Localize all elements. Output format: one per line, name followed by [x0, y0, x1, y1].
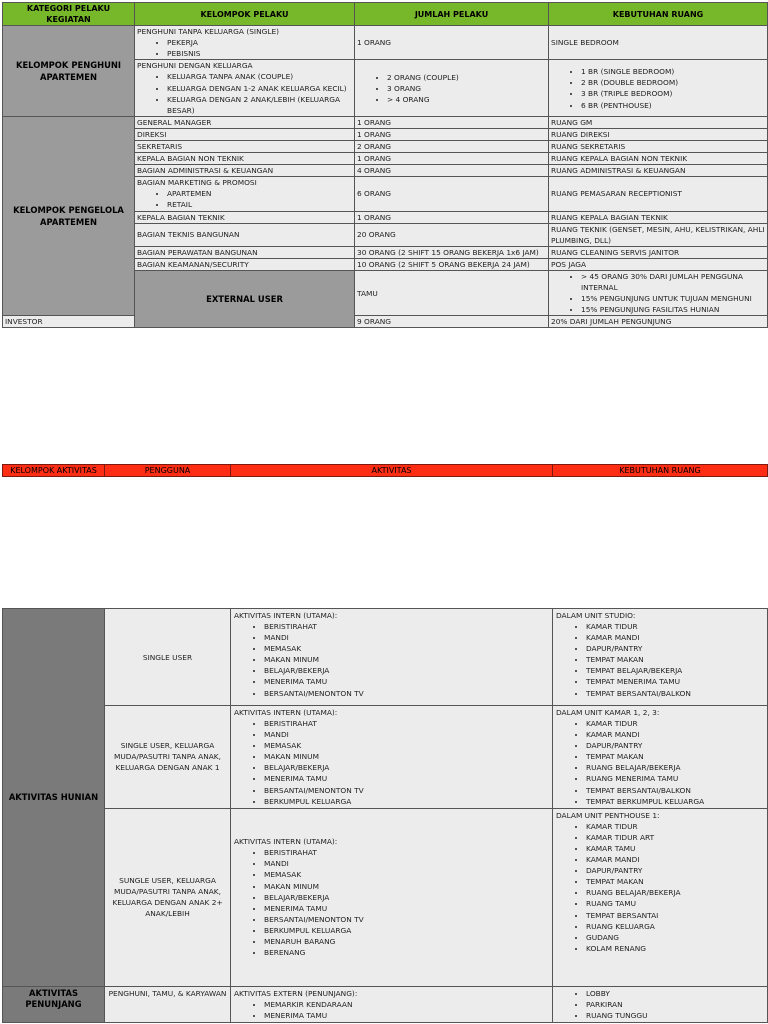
category-hunian: AKTIVITAS HUNIAN: [3, 609, 105, 987]
aktivitas-title: AKTIVITAS INTERN (UTAMA):: [234, 611, 338, 620]
list-item: • 15% PENGUNJUNG UNTUK TUJUAN MENGHUNI: [581, 293, 765, 304]
kelompok-cell: DIREKSI: [135, 129, 355, 141]
kelompok-cell: KEPALA BAGIAN NON TEKNIK: [135, 153, 355, 165]
list-item: • MENERIMA TAMU: [264, 676, 549, 687]
header-aktivitas: AKTIVITAS: [231, 465, 553, 477]
category-penghuni: KELOMPOK PENGHUNI APARTEMEN: [3, 26, 135, 117]
table-row: [3, 609, 768, 706]
list-item: • MANDI: [264, 729, 549, 740]
header-kelompok-aktivitas: KELOMPOK AKTIVITAS: [3, 465, 105, 477]
list-item: • BERISTIRAHAT: [264, 718, 549, 729]
list-item: • 3 BR (TRIPLE BEDROOM): [581, 88, 765, 99]
aktivitas-list: [234, 847, 549, 958]
list-item: • KAMAR TIDUR: [586, 821, 764, 832]
list-item: • KAMAR TAMU: [586, 843, 764, 854]
list-item: • KAMAR TIDUR: [586, 718, 764, 729]
list-item: • MEMASAK: [264, 869, 549, 880]
list-item: • > 4 ORANG: [387, 94, 546, 105]
jumlah-cell: [355, 60, 549, 117]
list-item: • MEMARKIR KENDARAAN: [264, 999, 549, 1010]
aktivitas-title: AKTIVITAS EXTERN (PENUNJANG):: [234, 988, 358, 998]
list-item: • RUANG BELAJAR/BEKERJA: [586, 887, 764, 898]
ruang-cell: RUANG KEPALA BAGIAN TEKNIK: [549, 211, 768, 223]
aktivitas-title: AKTIVITAS INTERN (UTAMA):: [234, 837, 338, 847]
list-item: • TEMPAT MAKAN: [586, 654, 764, 665]
table-row: [3, 986, 768, 1022]
header-jumlah: JUMLAH PELAKU: [355, 3, 549, 26]
kelompok-cell: BAGIAN TEKNIS BANGUNAN: [135, 223, 355, 246]
list-item: • BERENANG: [264, 947, 549, 958]
kelompok-list: [137, 188, 352, 210]
kelompok-label: PENGHUNI TANPA KELUARGA (SINGLE): [137, 27, 279, 36]
list-item: • BERSANTAI/MENONTON TV: [264, 914, 549, 925]
list-item: • PARKIRAN: [586, 999, 764, 1010]
ruang-cell: RUANG CLEANING SERVIS JANITOR: [549, 246, 768, 258]
list-item: • RUANG KELUARGA: [586, 921, 764, 932]
table-row: [3, 117, 768, 129]
jumlah-cell: [549, 270, 768, 316]
list-item: • KAMAR TIDUR: [586, 621, 764, 632]
list-item: • KOLAM RENANG: [586, 943, 764, 954]
kelompok-cell: KEPALA BAGIAN TEKNIK: [135, 211, 355, 223]
header-kebutuhan: KEBUTUHAN RUANG: [549, 3, 768, 26]
category-external: EXTERNAL USER: [135, 270, 355, 328]
list-item: • RUANG TUNGGU: [586, 1010, 764, 1021]
list-item: • 2 ORANG (COUPLE): [387, 72, 546, 83]
list-item: • LOBBY: [586, 988, 764, 999]
pelaku-kegiatan-table: [2, 2, 768, 328]
aktivitas-cell: [231, 706, 553, 809]
jumlah-cell: 1 ORANG: [355, 129, 549, 141]
pengguna-cell: SINGLE USER: [105, 609, 231, 706]
list-item: • MAKAN MINUM: [264, 654, 549, 665]
category-penunjang: AKTIVITAS PENUNJANG: [3, 986, 105, 1022]
list-item: • BERSANTAI/MENONTON TV: [264, 688, 549, 699]
pengguna-cell: SINGLE USER, KELUARGA MUDA/PASUTRI TANPA ANAK, KELUARGA DENGAN ANAK 1: [105, 706, 231, 809]
ruang-cell: RUANG PEMASARAN RECEPTIONIST: [549, 177, 768, 211]
list-item: • KELUARGA DENGAN 2 ANAK/LEBIH (KELUARGA BESAR): [167, 94, 352, 116]
kelompok-cell: [135, 60, 355, 117]
list-item: • BELAJAR/BEKERJA: [264, 665, 549, 676]
ruang-title: DALAM UNIT STUDIO:: [556, 611, 636, 620]
jumlah-list: [551, 271, 765, 316]
list-item: • DAPUR/PANTRY: [586, 643, 764, 654]
table-header-row: [3, 465, 768, 477]
list-item: • MENERIMA TAMU: [264, 773, 549, 784]
kelompok-cell: TAMU: [355, 270, 549, 316]
header-pengguna: PENGGUNA: [105, 465, 231, 477]
jumlah-cell: 1 ORANG: [355, 117, 549, 129]
jumlah-cell: 1 ORANG: [355, 211, 549, 223]
list-item: • KELUARGA TANPA ANAK (COUPLE): [167, 71, 352, 82]
list-item: • > 45 ORANG 30% DARI JUMLAH PENGGUNA INTERNAL: [581, 271, 765, 293]
list-item: • MAKAN MINUM: [264, 881, 549, 892]
jumlah-cell: 30 ORANG (2 SHIFT 15 ORANG BEKERJA 1x6 JAM): [355, 246, 549, 258]
list-item: • BERISTIRAHAT: [264, 621, 549, 632]
list-item: • KAMAR MANDI: [586, 854, 764, 865]
kelompok-label: BAGIAN MARKETING & PROMOSI: [137, 178, 257, 188]
ruang-cell: RUANG GM: [549, 117, 768, 129]
ruang-cell: [553, 986, 768, 1022]
list-item: • PEBISNIS: [167, 48, 352, 59]
list-item: • 6 BR (PENTHOUSE): [581, 100, 765, 111]
list-item: • RETAIL: [167, 199, 352, 210]
ruang-cell: RUANG DIREKSI: [549, 129, 768, 141]
header-kebutuhan-ruang: KEBUTUHAN RUANG: [553, 465, 768, 477]
list-item: • MENERIMA TAMU: [264, 903, 549, 914]
kelompok-cell: GENERAL MANAGER: [135, 117, 355, 129]
jumlah-list: [357, 72, 546, 106]
kelompok-cell: SEKRETARIS: [135, 141, 355, 153]
ruang-cell: [553, 609, 768, 706]
kelompok-label: PENGHUNI DENGAN KELUARGA: [137, 61, 253, 71]
kelompok-cell: [135, 177, 355, 211]
list-item: • KELUARGA DENGAN 1-2 ANAK KELUARGA KECIL): [167, 83, 352, 94]
aktivitas-list: [234, 621, 549, 699]
ruang-cell: RUANG KEPALA BAGIAN NON TEKNIK: [549, 153, 768, 165]
jumlah-cell: 1 ORANG: [355, 26, 549, 60]
list-item: • BELAJAR/BEKERJA: [264, 892, 549, 903]
list-item: • 1 BR (SINGLE BEDROOM): [581, 66, 765, 77]
list-item: • BERKUMPUL KELUARGA: [264, 796, 549, 807]
ruang-cell: [553, 706, 768, 809]
header-kelompok: KELOMPOK PELAKU: [135, 3, 355, 26]
ruang-list: [556, 718, 764, 807]
kelompok-cell: BAGIAN ADMINISTRASI & KEUANGAN: [135, 165, 355, 177]
list-item: • TEMPAT BERSANTAI/BALKON: [586, 688, 764, 699]
list-item: • 15% PENGUNJUNG FASILITAS HUNIAN: [581, 304, 765, 315]
jumlah-cell: 20 ORANG: [355, 223, 549, 246]
table-header-row: [3, 3, 768, 26]
list-item: • MENERIMA TAMU: [264, 1010, 549, 1021]
table-row: [3, 808, 768, 986]
jumlah-cell: 1 ORANG: [355, 153, 549, 165]
kelompok-list: [137, 71, 352, 116]
list-item: • RUANG BELAJAR/BEKERJA: [586, 762, 764, 773]
list-item: • MEMASAK: [264, 740, 549, 751]
aktivitas-title: AKTIVITAS INTERN (UTAMA):: [234, 708, 338, 717]
list-item: • KAMAR MANDI: [586, 632, 764, 643]
ruang-cell: POS JAGA: [549, 258, 768, 270]
jumlah-cell: 6 ORANG: [355, 177, 549, 211]
ruang-cell: RUANG TEKNIK (GENSET, MESIN, AHU, KELISTRIKAN, AHLI PLUMBING, DLL): [549, 223, 768, 246]
list-item: • PEKERJA: [167, 37, 352, 48]
table-row: [3, 26, 768, 60]
ruang-title: DALAM UNIT KAMAR 1, 2, 3:: [556, 708, 660, 717]
aktivitas-cell: [231, 609, 553, 706]
ruang-list: [556, 821, 764, 954]
list-item: • KAMAR MANDI: [586, 729, 764, 740]
kelompok-cell: BAGIAN PERAWATAN BANGUNAN: [135, 246, 355, 258]
list-item: • TEMPAT MAKAN: [586, 876, 764, 887]
list-item: • DAPUR/PANTRY: [586, 740, 764, 751]
list-item: • KAMAR TIDUR ART: [586, 832, 764, 843]
list-item: • DAPUR/PANTRY: [586, 865, 764, 876]
list-item: • 3 ORANG: [387, 83, 546, 94]
list-item: • MAKAN MINUM: [264, 751, 549, 762]
ruang-cell: 20% DARI JUMLAH PENGUNJUNG: [549, 316, 768, 328]
jumlah-cell: 2 ORANG: [355, 141, 549, 153]
list-item: • MEMASAK: [264, 643, 549, 654]
ruang-cell: [553, 808, 768, 986]
aktivitas-table: [2, 608, 768, 1023]
jumlah-cell: 9 ORANG: [355, 316, 549, 328]
list-item: • RUANG TAMU: [586, 898, 764, 909]
category-pengelola: KELOMPOK PENGELOLA APARTEMEN: [3, 117, 135, 316]
ruang-title: DALAM UNIT PENTHOUSE 1:: [556, 810, 660, 820]
list-item: • RUANG MENERIMA TAMU: [586, 773, 764, 784]
list-item: • MANDI: [264, 632, 549, 643]
ruang-list: [556, 988, 764, 1021]
list-item: • TEMPAT BERKUMPUL KELUARGA: [586, 796, 764, 807]
aktivitas-header-table: [2, 464, 768, 477]
list-item: • TEMPAT BERSANTAI: [586, 910, 764, 921]
aktivitas-cell: [231, 986, 553, 1022]
list-item: • TEMPAT MENERIMA TAMU: [586, 676, 764, 687]
ruang-cell: RUANG SEKRETARIS: [549, 141, 768, 153]
jumlah-cell: 10 ORANG (2 SHIFT 5 ORANG BEKERJA 24 JAM): [355, 258, 549, 270]
list-item: • BELAJAR/BEKERJA: [264, 762, 549, 773]
kelompok-cell: BAGIAN KEAMANAN/SECURITY: [135, 258, 355, 270]
list-item: • APARTEMEN: [167, 188, 352, 199]
kelompok-cell: INVESTOR: [3, 316, 135, 328]
aktivitas-list: [234, 999, 549, 1021]
kelompok-list: [137, 37, 352, 59]
aktivitas-cell: [231, 808, 553, 986]
list-item: • MENARUH BARANG: [264, 936, 549, 947]
ruang-cell: SINGLE BEDROOM: [549, 26, 768, 60]
table-row: [3, 316, 768, 328]
aktivitas-list: [234, 718, 549, 807]
list-item: • TEMPAT MAKAN: [586, 751, 764, 762]
ruang-list: [556, 621, 764, 699]
ruang-cell: RUANG ADMINISTRASI & KEUANGAN: [549, 165, 768, 177]
list-item: • BERISTIRAHAT: [264, 847, 549, 858]
pengguna-cell: SUNGLE USER, KELUARGA MUDA/PASUTRI TANPA ANAK, KELUARGA DENGAN ANAK 2+ ANAK/LEBIH: [105, 808, 231, 986]
ruang-list: [551, 66, 765, 111]
table-row: [3, 706, 768, 809]
list-item: • TEMPAT BELAJAR/BEKERJA: [586, 665, 764, 676]
ruang-cell: [549, 60, 768, 117]
list-item: • 2 BR (DOUBLE BEDROOM): [581, 77, 765, 88]
pengguna-cell: PENGHUNI, TAMU, & KARYAWAN: [105, 986, 231, 1022]
header-kategori: KATEGORI PELAKU KEGIATAN: [3, 3, 135, 26]
list-item: • MANDI: [264, 858, 549, 869]
kelompok-cell: [135, 26, 355, 60]
list-item: • GUDANG: [586, 932, 764, 943]
list-item: • BERKUMPUL KELUARGA: [264, 925, 549, 936]
list-item: • TEMPAT BERSANTAI/BALKON: [586, 785, 764, 796]
list-item: • BERSANTAI/MENONTON TV: [264, 785, 549, 796]
jumlah-cell: 4 ORANG: [355, 165, 549, 177]
